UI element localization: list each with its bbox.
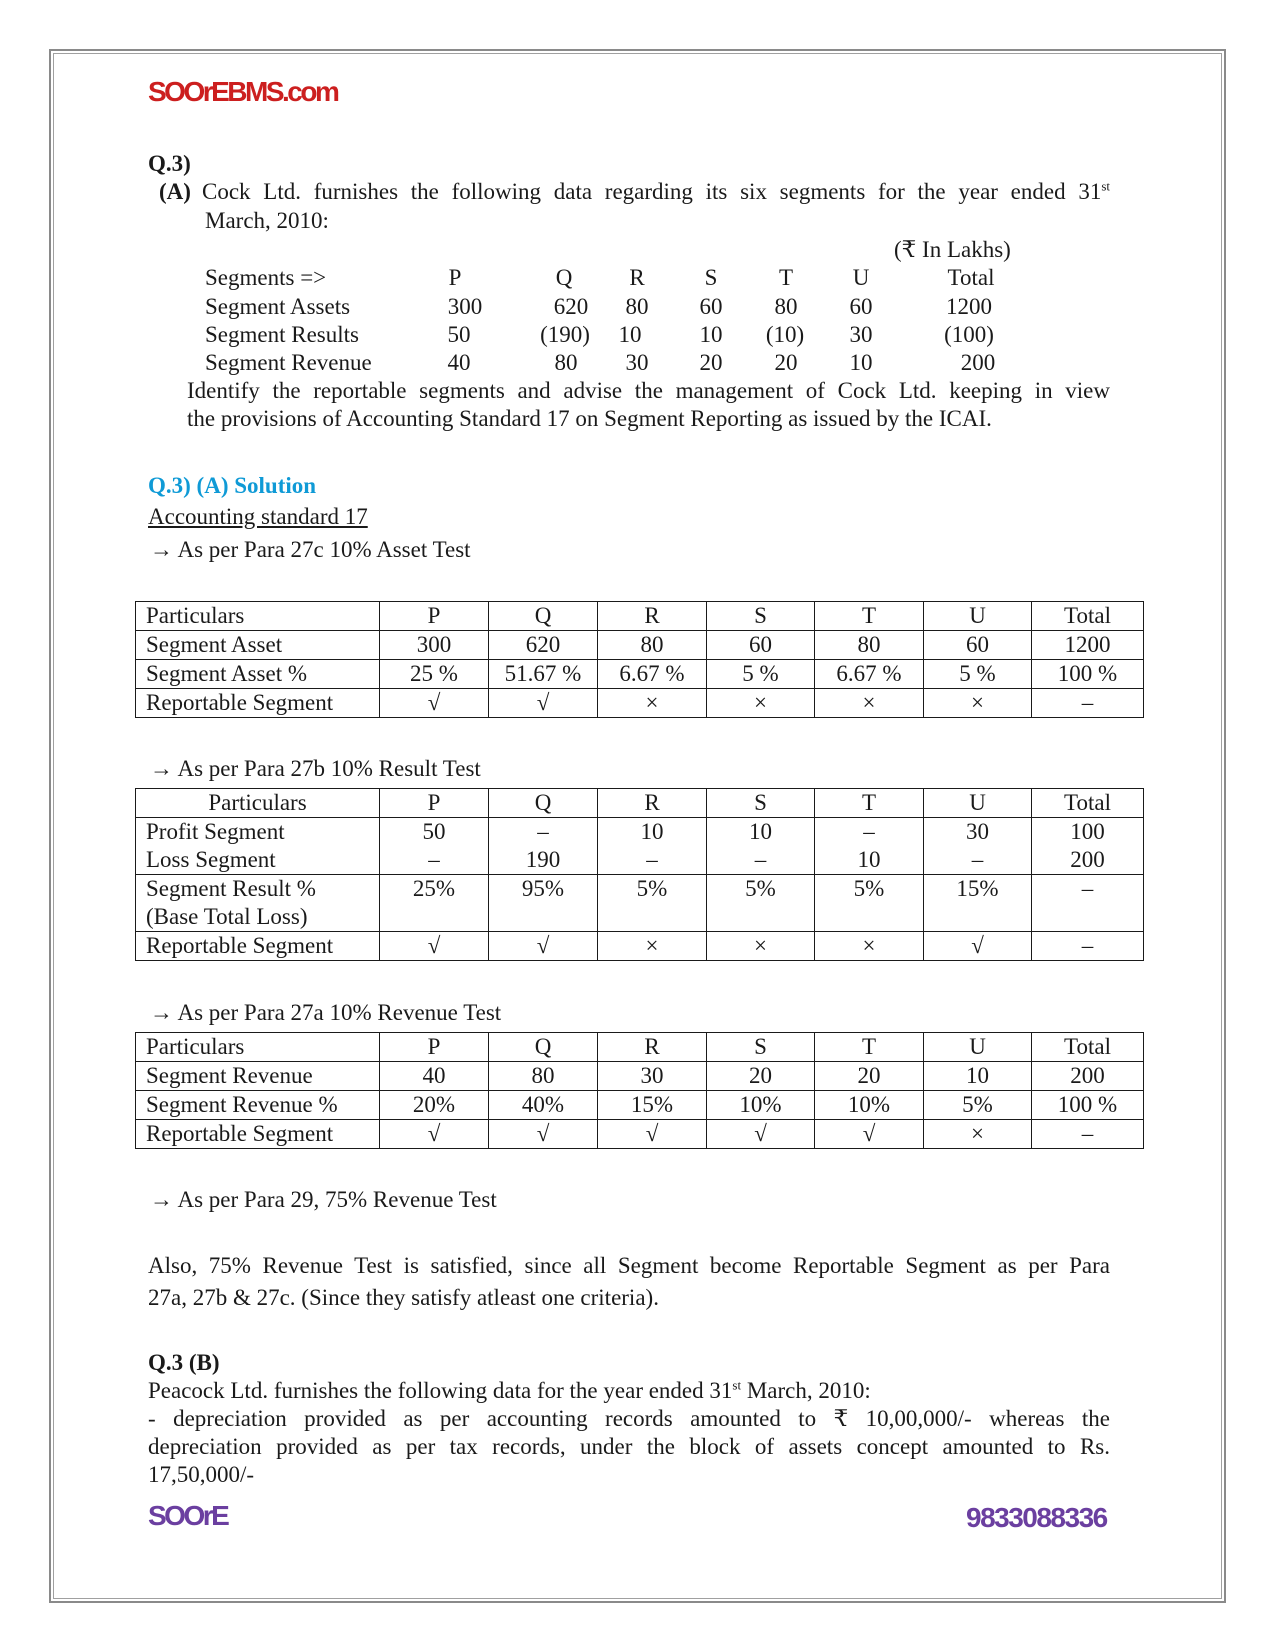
table-cell: 10% (707, 1091, 815, 1120)
table-cell: × (924, 1120, 1032, 1149)
loss-label: Loss Segment (146, 847, 276, 872)
conclusion-line-2: 27a, 27b & 27c. (Since they satisfy atleast one criteria). (148, 1285, 659, 1310)
seg-header-r: R (629, 265, 645, 290)
table-cell: 51.67 % (489, 660, 598, 689)
table-cell: × (707, 932, 815, 961)
table-header-cell: Particulars (136, 602, 380, 631)
table-cell: Reportable Segment (136, 689, 380, 718)
table-cell: 200 (1032, 1062, 1144, 1091)
table-header-cell: R (598, 789, 707, 818)
table-header-cell: Q (489, 602, 598, 631)
table-header-cell: S (707, 602, 815, 631)
table-cell: 5 % (924, 660, 1032, 689)
asset-test-table (135, 601, 1144, 718)
table-cell: 20 (707, 1062, 815, 1091)
revenue-test-table (135, 1032, 1144, 1149)
table-cell: Reportable Segment (136, 932, 380, 961)
seg-row-label: Segment Revenue (205, 350, 372, 375)
table-cell: × (707, 689, 815, 718)
table-header-cell: Particulars (136, 789, 380, 818)
table-header-cell: R (598, 1033, 707, 1062)
q3a-text-line-2: March, 2010: (205, 208, 329, 233)
table-cell: Segment Asset % (136, 660, 380, 689)
table-cell: 5% (924, 1091, 1032, 1120)
table-cell: 20% (380, 1091, 489, 1120)
seg-cell: (190) (540, 322, 590, 347)
seg-cell: 10 (699, 322, 723, 347)
table-cell: – (1032, 932, 1144, 961)
seg-cell: 40 (447, 350, 471, 375)
solution-standard: Accounting standard 17 (148, 504, 368, 529)
table-header-cell: U (924, 1033, 1032, 1062)
seg-cell: 10 (618, 322, 642, 347)
table-cell: √ (924, 932, 1032, 961)
table-cell: 1200 (1032, 631, 1144, 660)
table-cell: 6.67 % (598, 660, 707, 689)
table-cell: √ (489, 932, 598, 961)
table-cell: × (815, 932, 924, 961)
table-cell: 10 – (598, 818, 707, 875)
result-test-table (135, 788, 1144, 961)
q3-heading: Q.3) (148, 151, 191, 176)
table-header-cell: Total (1032, 602, 1144, 631)
revenue-test-title: → As per Para 27a 10% Revenue Test (150, 1000, 502, 1025)
table-cell: 5 % (707, 660, 815, 689)
table-cell: 100 % (1032, 660, 1144, 689)
para29-title: → As per Para 29, 75% Revenue Test (150, 1187, 497, 1212)
table-cell: 100 % (1032, 1091, 1144, 1120)
table-cell: √ (380, 689, 489, 718)
footer-brand: SOOrE (148, 1500, 228, 1531)
seg-cell: 60 (699, 294, 723, 319)
table-cell: 80 (815, 631, 924, 660)
seg-header-s: S (704, 265, 718, 290)
seg-cell: 80 (625, 294, 649, 319)
table-row (136, 818, 1144, 875)
table-header-cell: U (924, 602, 1032, 631)
table-cell: 20 (815, 1062, 924, 1091)
table-cell: 30 – (924, 818, 1032, 875)
seg-cell: 80 (774, 294, 798, 319)
table-row (136, 660, 1144, 689)
table-cell: × (598, 932, 707, 961)
table-header-cell: P (380, 602, 489, 631)
table-row (136, 1062, 1144, 1091)
table-cell: 30 (598, 1062, 707, 1091)
table-cell: 25 % (380, 660, 489, 689)
table-header-cell: P (380, 1033, 489, 1062)
table-cell: 80 (489, 1062, 598, 1091)
table-cell: Reportable Segment (136, 1120, 380, 1149)
table-header-cell: R (598, 602, 707, 631)
seg-cell: 80 (554, 350, 578, 375)
header-brand: SOOrEBMS.com (148, 76, 338, 107)
q3b-line-2: - depreciation provided as per accounting records amounted to ₹ 10,00,000/- whereas the (148, 1406, 1110, 1431)
seg-cell: 300 (447, 294, 483, 319)
table-header-cell: T (815, 602, 924, 631)
table-cell: √ (489, 1120, 598, 1149)
table-cell: 10 – (707, 818, 815, 875)
seg-header-p: P (448, 265, 462, 290)
table-cell: √ (598, 1120, 707, 1149)
q3a-text-line-1: Cock Ltd. furnishes the following data regarding its six segments for the year ended 31st (202, 178, 1110, 204)
seg-cell: 30 (849, 322, 873, 347)
table-cell: 5% (815, 875, 924, 932)
table-cell: 15% (598, 1091, 707, 1120)
seg-cell: (10) (765, 322, 805, 347)
solution-heading: Q.3) (A) Solution (148, 473, 317, 498)
table-header-cell: T (815, 1033, 924, 1062)
table-cell: 40 (380, 1062, 489, 1091)
q3b-line-3: depreciation provided as per tax records, under the block of assets concept amounted to Rs. (148, 1434, 1110, 1459)
table-cell: 25% (380, 875, 489, 932)
table-cell: √ (707, 1120, 815, 1149)
table-cell: – (1032, 875, 1144, 932)
seg-cell: 620 (553, 294, 589, 319)
q3b-line-1: Peacock Ltd. furnishes the following data for the year ended 31st March, 2010: (148, 1377, 871, 1403)
seg-row-label: Segment Results (205, 322, 359, 347)
table-cell: √ (380, 932, 489, 961)
table-header-cell: S (707, 1033, 815, 1062)
table-header-cell: S (707, 789, 815, 818)
table-cell (136, 818, 380, 875)
table-cell: – (1032, 689, 1144, 718)
q3b-heading: Q.3 (B) (148, 1350, 220, 1375)
seg-cell: 20 (699, 350, 723, 375)
table-cell: 10 (924, 1062, 1032, 1091)
table-header-cell: Q (489, 789, 598, 818)
table-row (136, 932, 1144, 961)
table-row (136, 1120, 1144, 1149)
question-line-2: the provisions of Accounting Standard 17 on Segment Reporting as issued by the ICAI. (187, 406, 992, 431)
table-cell: 15% (924, 875, 1032, 932)
table-cell: Segment Asset (136, 631, 380, 660)
seg-cell: (100) (944, 322, 994, 347)
table-header-cell: Q (489, 1033, 598, 1062)
table-cell: × (598, 689, 707, 718)
table-header-cell: P (380, 789, 489, 818)
table-cell: √ (380, 1120, 489, 1149)
table-cell: 40% (489, 1091, 598, 1120)
seg-cell: 50 (447, 322, 471, 347)
table-cell: – 190 (489, 818, 598, 875)
table-cell: √ (489, 689, 598, 718)
q3b-line-4: 17,50,000/- (148, 1462, 255, 1487)
seg-header-label: Segments => (205, 265, 327, 290)
table-row (136, 789, 1144, 818)
seg-cell: 20 (774, 350, 798, 375)
table-cell: Segment Revenue (136, 1062, 380, 1091)
table-cell: 300 (380, 631, 489, 660)
table-row (136, 875, 1144, 932)
result-test-title: → As per Para 27b 10% Result Test (150, 756, 481, 781)
table-cell: Segment Result % (Base Total Loss) (136, 875, 380, 932)
table-header-cell: T (815, 789, 924, 818)
seg-header-total: Total (947, 265, 995, 290)
table-cell: 95% (489, 875, 598, 932)
table-row (136, 631, 1144, 660)
table-cell: 80 (598, 631, 707, 660)
seg-header-q: Q (555, 265, 573, 290)
unit-note: (₹ In Lakhs) (894, 237, 1011, 262)
asset-test-title: → As per Para 27c 10% Asset Test (150, 537, 471, 562)
table-cell: 10% (815, 1091, 924, 1120)
table-cell: 5% (598, 875, 707, 932)
seg-cell: 60 (849, 294, 873, 319)
table-header-cell: Total (1032, 789, 1144, 818)
question-line-1: Identify the reportable segments and advise the management of Cock Ltd. keeping in view (187, 378, 1110, 403)
seg-row-label: Segment Assets (205, 294, 351, 319)
table-cell: 5% (707, 875, 815, 932)
table-cell: – 10 (815, 818, 924, 875)
table-cell: – (1032, 1120, 1144, 1149)
conclusion-line-1: Also, 75% Revenue Test is satisfied, since all Segment become Reportable Segment as per Para (148, 1253, 1110, 1278)
table-cell: Segment Revenue % (136, 1091, 380, 1120)
profit-label: Profit Segment (146, 819, 285, 844)
seg-header-u: U (852, 265, 870, 290)
table-row (136, 1091, 1144, 1120)
seg-cell: 1200 (946, 294, 992, 319)
table-row (136, 1033, 1144, 1062)
table-header-cell: Total (1032, 1033, 1144, 1062)
q3a-label: (A) (159, 179, 191, 204)
table-row (136, 689, 1144, 718)
seg-cell: 10 (849, 350, 873, 375)
table-cell: 6.67 % (815, 660, 924, 689)
table-cell: 50 – (380, 818, 489, 875)
table-cell: 620 (489, 631, 598, 660)
table-cell: √ (815, 1120, 924, 1149)
table-cell: × (924, 689, 1032, 718)
seg-cell: 200 (960, 350, 996, 375)
table-row (136, 602, 1144, 631)
table-header-cell: U (924, 789, 1032, 818)
table-header-cell: Particulars (136, 1033, 380, 1062)
table-cell: × (815, 689, 924, 718)
seg-cell: 30 (625, 350, 649, 375)
footer-phone: 9833088336 (966, 1502, 1107, 1533)
table-cell: 60 (707, 631, 815, 660)
table-cell: 60 (924, 631, 1032, 660)
table-cell: 100 200 (1032, 818, 1144, 875)
seg-header-t: T (778, 265, 794, 290)
